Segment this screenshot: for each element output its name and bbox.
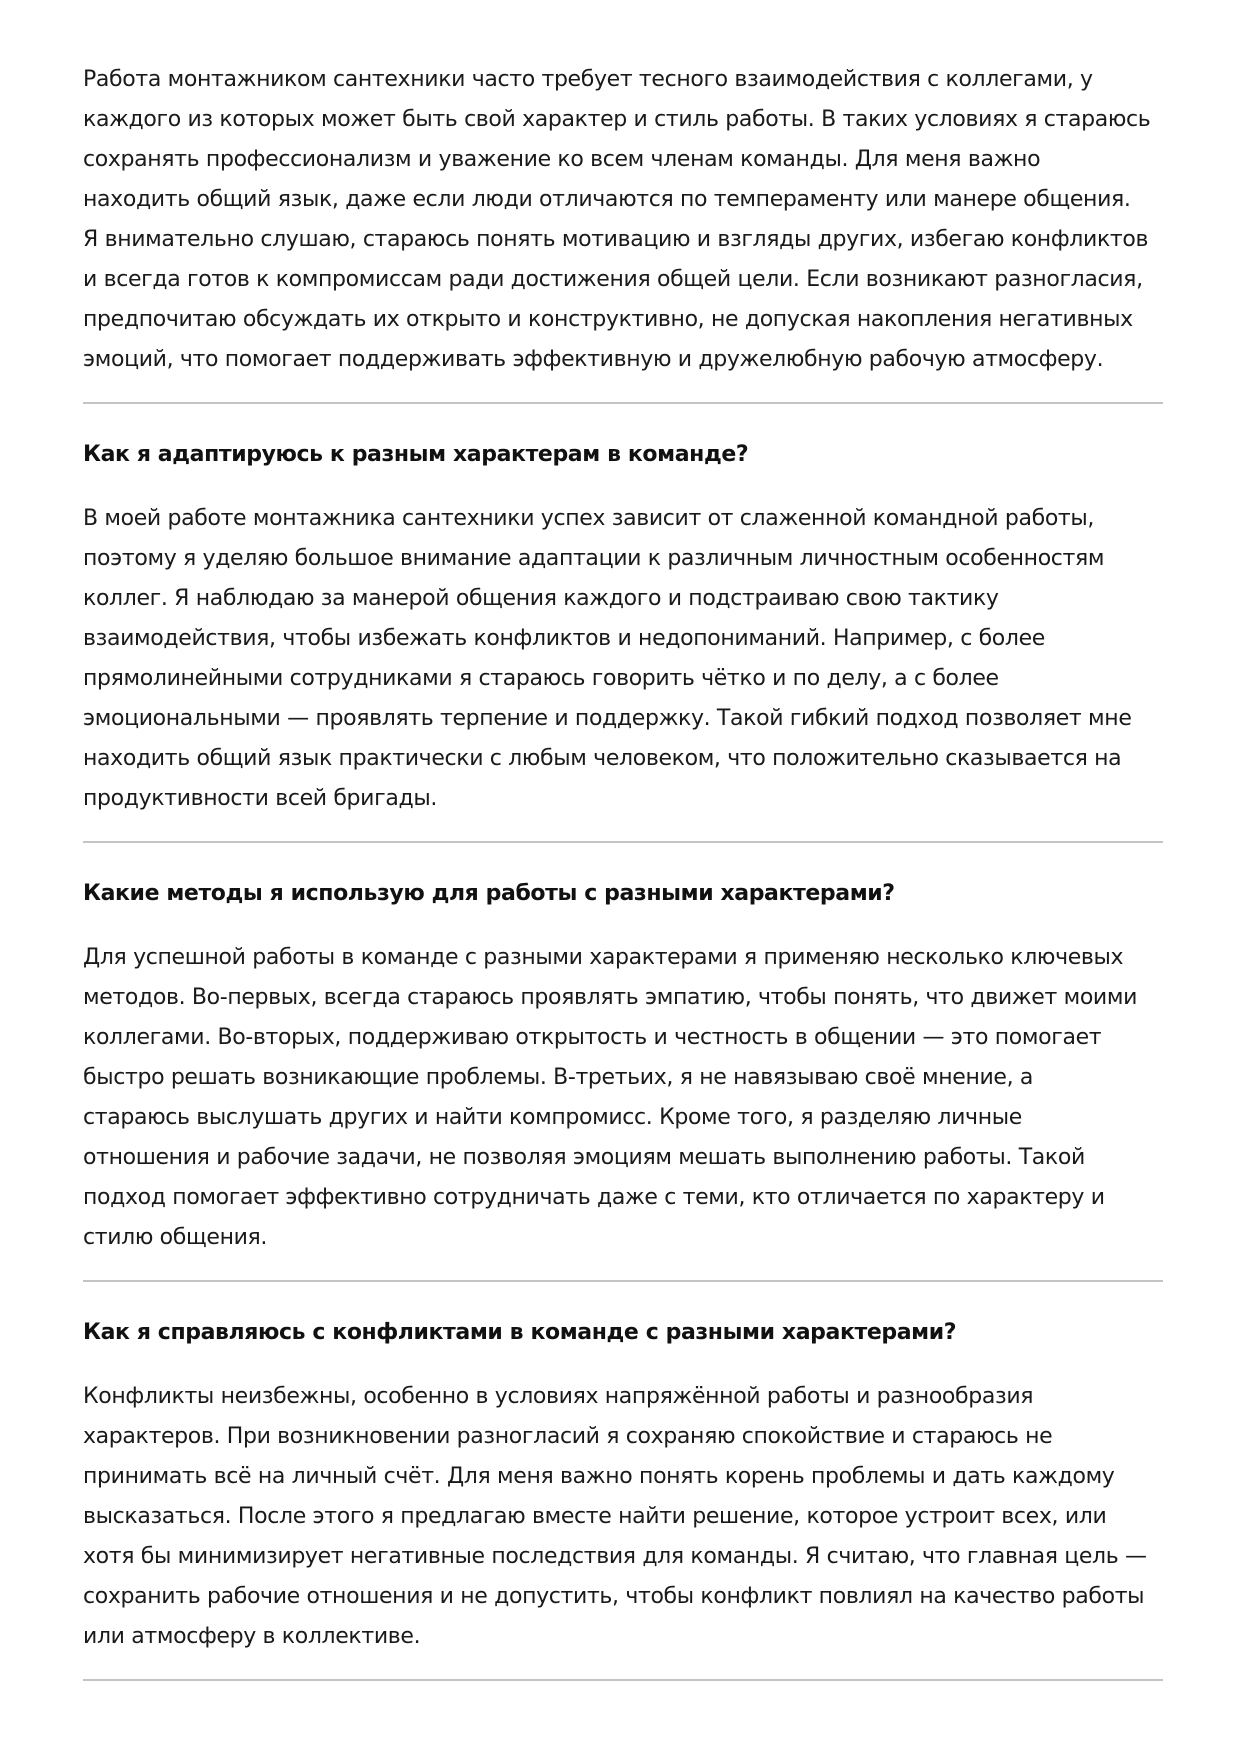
text-line: прямолинейными сотрудниками я стараюсь говорить чётко и по делу, а с более [83, 666, 999, 691]
text-line: отношения и рабочие задачи, не позволяя эмоциям мешать выполнению работы. Такой [83, 1145, 1085, 1170]
text-line: взаимодействия, чтобы избежать конфликтов и недопониманий. Например, с более [83, 626, 1045, 651]
text-line: находить общий язык, даже если люди отличаются по темпераменту или манере общения. [83, 187, 1131, 212]
text-line: стилю общения. [83, 1225, 268, 1250]
section-paragraph [83, 938, 1163, 1258]
text-line: Для успешной работы в команде с разными характерами я применяю несколько ключевых [83, 945, 1124, 970]
text-line: продуктивности всей бригады. [83, 786, 437, 811]
intro-paragraph [83, 60, 1163, 380]
text-line: быстро решать возникающие проблемы. В-третьих, я не навязываю своё мнение, а [83, 1065, 1034, 1090]
text-line: или атмосферу в коллективе. [83, 1624, 421, 1649]
text-line: и всегда готов к компромиссам ради достижения общей цели. Если возникают разногласия, [83, 267, 1143, 292]
text-line: характеров. При возникновении разногласий я сохраняю спокойствие и стараюсь не [83, 1424, 1053, 1449]
section-divider [83, 841, 1163, 843]
text-line: Работа монтажником сантехники часто требует тесного взаимодействия с коллегами, у [83, 67, 1093, 92]
text-line: сохранить рабочие отношения и не допустить, чтобы конфликт повлиял на качество работы [83, 1584, 1145, 1609]
text-line: находить общий язык практически с любым человеком, что положительно сказывается на [83, 746, 1122, 771]
text-line: стараюсь выслушать других и найти компромисс. Кроме того, я разделяю личные [83, 1105, 1022, 1130]
text-line: коллегами. Во-вторых, поддерживаю открытость и честность в общении — это помогает [83, 1025, 1102, 1050]
text-line: высказаться. После этого я предлагаю вместе найти решение, которое устроит всех, или [83, 1504, 1107, 1529]
text-line: В моей работе монтажника сантехники успех зависит от слаженной командной работы, [83, 506, 1095, 531]
section-paragraph [83, 499, 1163, 819]
section-divider [83, 1280, 1163, 1282]
section-title: Как я адаптируюсь к разным характерам в команде? [83, 442, 749, 467]
section-divider [83, 1679, 1163, 1681]
text-line: подход помогает эффективно сотрудничать даже с теми, кто отличается по характеру и [83, 1185, 1105, 1210]
text-line: хотя бы минимизирует негативные последствия для команды. Я считаю, что главная цель — [83, 1544, 1147, 1569]
text-line: Конфликты неизбежны, особенно в условиях напряжённой работы и разнообразия [83, 1384, 1034, 1409]
text-line: коллег. Я наблюдаю за манерой общения каждого и подстраиваю свою тактику [83, 586, 999, 611]
section-title: Какие методы я использую для работы с разными характерами? [83, 881, 895, 906]
text-line: предпочитаю обсуждать их открыто и конструктивно, не допуская накопления негативных [83, 307, 1133, 332]
section-paragraph [83, 1377, 1163, 1657]
text-line: поэтому я уделяю большое внимание адаптации к различным личностным особенностям [83, 546, 1105, 571]
text-line: Я внимательно слушаю, стараюсь понять мотивацию и взгляды других, избегаю конфликтов [83, 227, 1149, 252]
text-line: методов. Во-первых, всегда стараюсь проявлять эмпатию, чтобы понять, что движет моими [83, 985, 1138, 1010]
text-line: каждого из которых может быть свой характер и стиль работы. В таких условиях я стараюсь [83, 107, 1151, 132]
section-divider [83, 402, 1163, 404]
text-line: сохранять профессионализм и уважение ко всем членам команды. Для меня важно [83, 147, 1041, 172]
text-line: эмоций, что помогает поддерживать эффективную и дружелюбную рабочую атмосферу. [83, 347, 1104, 372]
document-page [83, 60, 1163, 1681]
text-line: эмоциональными — проявлять терпение и поддержку. Такой гибкий подход позволяет мне [83, 706, 1132, 731]
section-title: Как я справляюсь с конфликтами в команде с разными характерами? [83, 1320, 957, 1345]
text-line: принимать всё на личный счёт. Для меня важно понять корень проблемы и дать каждому [83, 1464, 1115, 1489]
